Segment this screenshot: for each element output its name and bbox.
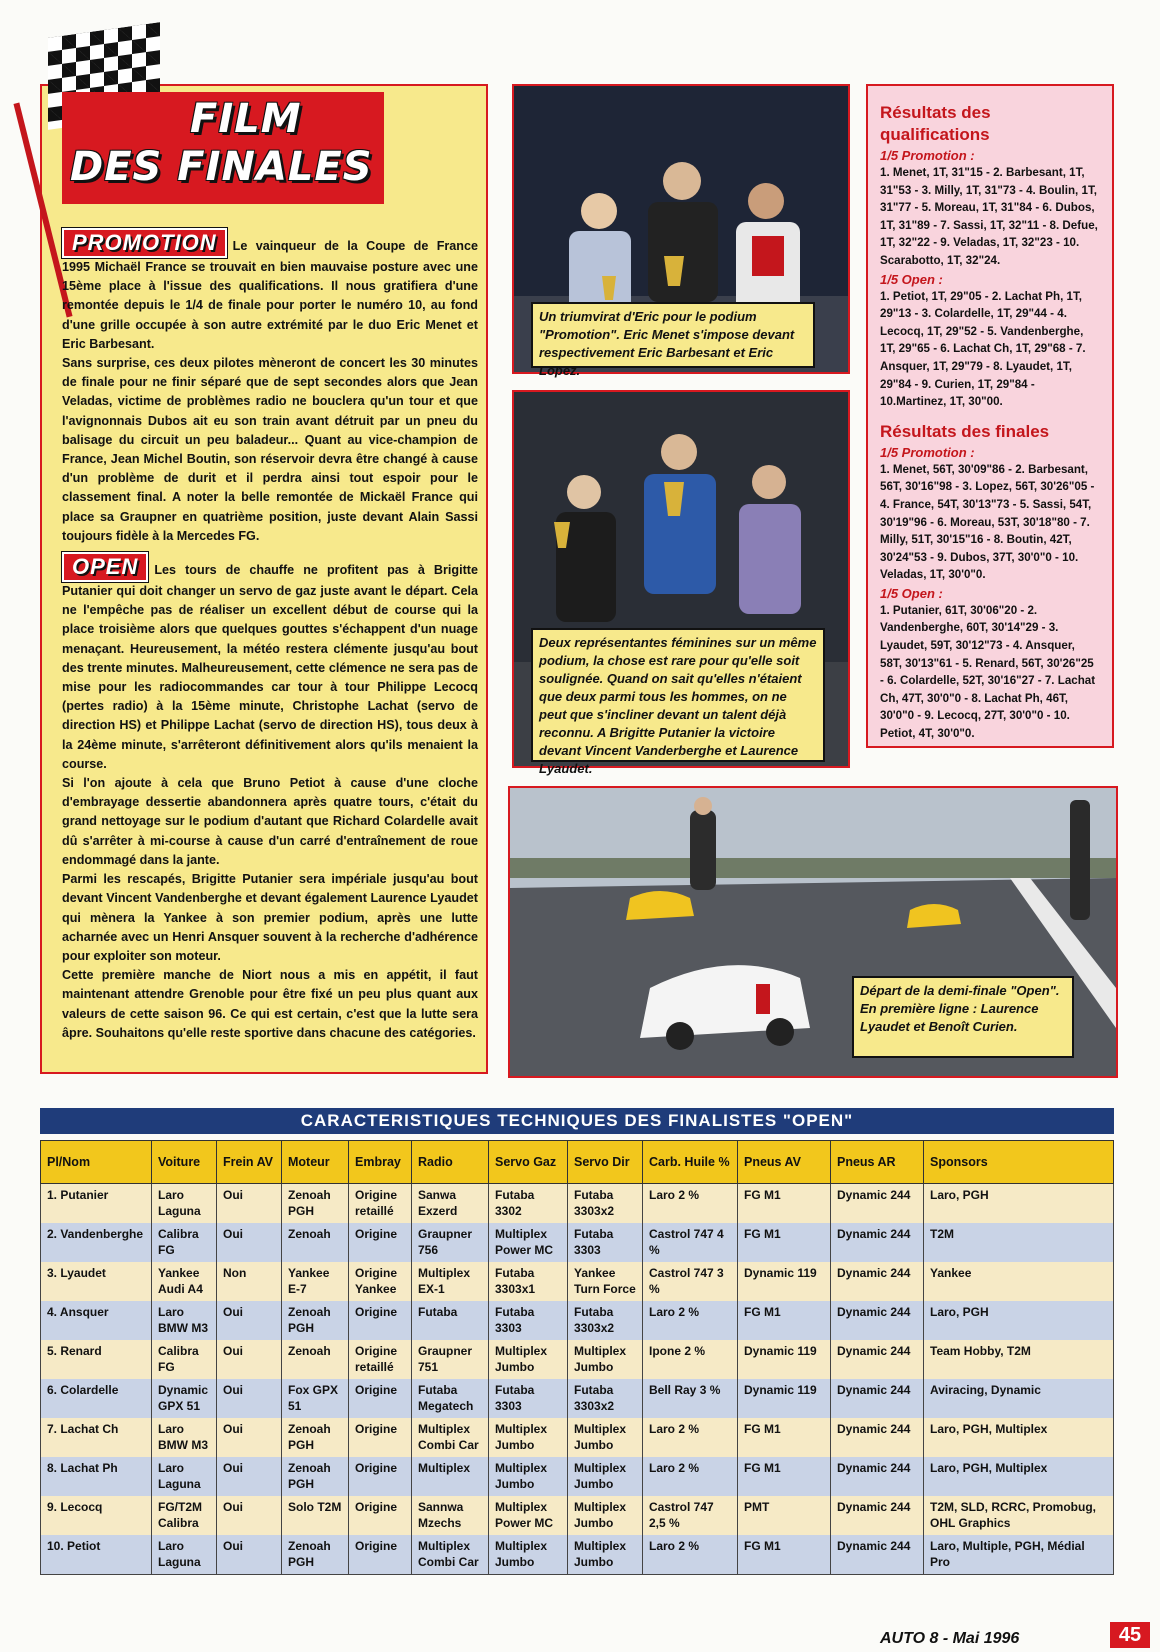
table-cell: Laro, PGH [924,1184,1114,1224]
table-cell: Dynamic 244 [831,1184,924,1224]
results-sidebar [866,84,1114,748]
col-header: Radio [412,1141,489,1184]
page-title [62,92,384,204]
table-cell: Laro, PGH, Multiplex [924,1418,1114,1457]
table-cell: Dynamic 244 [831,1379,924,1418]
table-cell: Dynamic 244 [831,1301,924,1340]
open-paragraph-4: Cette première manche de Niort nous a mis en appétit, il faut maintenant attendre Grenoble pour être fixé un peu plus quant aux valeurs de cette saison 96. Ce qui est certain, c'est que la lutte sera âpre. Souhaitons qu'elle reste sportive dans chacune des catégories. [62,968,478,1040]
table-cell: Laro 2 % [643,1418,738,1457]
table-row [41,1496,1114,1535]
table-cell: Multiplex Jumbo [568,1535,643,1575]
table-cell: Multiplex Jumbo [568,1418,643,1457]
table-cell: 9. Lecocq [41,1496,152,1535]
table-cell: Laro 2 % [643,1457,738,1496]
table-cell: 4. Ansquer [41,1301,152,1340]
table-cell: Zenoah PGH [282,1535,349,1575]
table-cell: Castrol 747 2,5 % [643,1496,738,1535]
table-cell: Zenoah PGH [282,1457,349,1496]
table-cell: 2. Vandenberghe [41,1223,152,1262]
table-cell: Futaba Megatech [412,1379,489,1418]
table-cell: Calibra FG [152,1340,217,1379]
table-cell: Multiplex Jumbo [568,1457,643,1496]
table-cell: Origine [349,1379,412,1418]
open-paragraph-1: OPEN Les tours de chauffe ne profitent pas à Brigitte Putanier qui doit changer un servo de gaz juste avant le départ. Cela ne l'empêche pas de réaliser un excellent début de course qui la place troisième alors que quelques gouttes s'échappent d'un nuage menaçant. Heureusement, la météo restera clémente jusqu'au bout des trente minutes. Malheureusement, cette clémence ne sera pas de mise pour les radiocommandes car tour à tour Philippe Lecocq (pertes radio) à la 15ème minute, Christophe Lachat (servo de direction HS) et Philippe Lachat (servo de direction HS), tous deux à la 24ème minute, s'arrêteront définitivement alors qu'ils menaient la course. [62,554,478,771]
table-cell: Dynamic 244 [831,1340,924,1379]
promotion-paragraph-2: Sans surprise, ces deux pilotes mèneront de concert les 30 minutes de finale pour ne finir séparé que de sept secondes alors que Jean Veladas, victime de problèmes radio ne bouclera qu'un tour et que l'avignonnais Dubos ait eu son train avant détruit par un pneu du balisage du circuit un peu baladeur... Quant au vice-champion de France, Jean Michel Boutin, son réservoir devra être changé à cause d'un problème de durit et il perdra ainsi tout espoir pour le classement final. A noter la belle remontée de Mickaël France qui place sa Graupner en quatrième position, juste devant Alain Sassi toujours fidèle à la Mercedes FG. [62,356,478,543]
table-cell: Multiplex Jumbo [568,1340,643,1379]
caption-photo-3: Départ de la demi-finale "Open". En première ligne : Laurence Lyaudet et Benoît Curien. [852,976,1074,1058]
table-cell: Dynamic 119 [738,1262,831,1301]
specs-table [40,1140,1114,1575]
table-cell: Laro Laguna [152,1457,217,1496]
table-row [41,1457,1114,1496]
table-cell: Futaba 3302 [489,1184,568,1224]
table-cell: Dynamic 119 [738,1379,831,1418]
caption-photo-2: Deux représentantes féminines sur un même podium, la chose est rare pour qu'elle soit soulignée. Quand on sait qu'elles n'étaient que deux parmi tous les hommes, on ne peut que s'incliner devant un talent déjà reconnu. A Brigitte Putanier la victoire devant Vincent Vanderberghe et Laurence Lyaudet. [531,628,825,762]
table-cell: Oui [217,1340,282,1379]
table-cell: Sannwa Mzechs [412,1496,489,1535]
table-cell: Origine retaillé [349,1340,412,1379]
table-cell: Oui [217,1496,282,1535]
qual-promotion-results: 1. Menet, 1T, 31"15 - 2. Barbesant, 1T, 31"53 - 3. Milly, 1T, 31"73 - 4. Boulin, 1T, 31"77 - 5. Moreau, 1T, 31"84 - 6. Dubos, 1T, 31"89 - 7. Sassi, 1T, 32"11 - 8. Defue, 1T, 32"22 - 9. Veladas, 1T, 32"23 - 10. Scarabotto, 1T, 32"24. [880,166,1098,267]
table-cell: Origine retaillé [349,1184,412,1224]
table-cell: FG M1 [738,1457,831,1496]
table-cell: Zenoah [282,1223,349,1262]
table-cell: Laro, PGH, Multiplex [924,1457,1114,1496]
table-cell: Dynamic 119 [738,1340,831,1379]
table-cell: Yankee Audi A4 [152,1262,217,1301]
col-header: Moteur [282,1141,349,1184]
table-cell: 8. Lachat Ph [41,1457,152,1496]
table-cell: Castrol 747 4 % [643,1223,738,1262]
table-cell: Multiplex EX-1 [412,1262,489,1301]
table-row [41,1262,1114,1301]
col-header: Carb. Huile % [643,1141,738,1184]
table-cell: Zenoah PGH [282,1418,349,1457]
magazine-issue: AUTO 8 - Mai 1996 [880,1630,1020,1647]
finals-heading: Résultats des finales [880,421,1050,441]
table-cell: Castrol 747 3 % [643,1262,738,1301]
table-cell: Oui [217,1535,282,1575]
fin-promotion-results: 1. Menet, 56T, 30'09"86 - 2. Barbesant, 56T, 30'16"98 - 3. Lopez, 56T, 30'26"05 - 4. France, 54T, 30'13"73 - 5. Sassi, 54T, 30'19"96 - 6. Moreau, 53T, 30'18"80 - 7. Milly, 51T, 30'15"16 - 8. Boutin, 42T, 30'24"53 - 9. Dubos, 37T, 30'0"0 - 10. Veladas, 1T, 30'0"0. [880,462,1095,582]
table-row [41,1301,1114,1340]
col-header: Frein AV [217,1141,282,1184]
table-cell: Laro 2 % [643,1184,738,1224]
table-cell: T2M, SLD, RCRC, Promobug, OHL Graphics [924,1496,1114,1535]
col-header: Pl/Nom [41,1141,152,1184]
table-cell: Calibra FG [152,1223,217,1262]
table-cell: Futaba 3303 [568,1223,643,1262]
table-cell: Non [217,1262,282,1301]
col-header: Sponsors [924,1141,1114,1184]
table-cell: Yankee [924,1262,1114,1301]
table-cell: Laro BMW M3 [152,1301,217,1340]
table-cell: Dynamic 244 [831,1496,924,1535]
table-cell: Multiplex [412,1457,489,1496]
table-cell: Origine [349,1418,412,1457]
table-cell: Multiplex Jumbo [568,1496,643,1535]
table-cell: Zenoah PGH [282,1301,349,1340]
table-cell: Bell Ray 3 % [643,1379,738,1418]
table-cell: Origine [349,1301,412,1340]
qual-open-label: 1/5 Open : [880,271,943,287]
table-cell: Ipone 2 % [643,1340,738,1379]
table-cell: Futaba [412,1301,489,1340]
fin-open-results: 1. Putanier, 61T, 30'06"20 - 2. Vandenberghe, 60T, 30'14"29 - 3. Lyaudet, 59T, 30'12"73 - 4. Ansquer, 58T, 30'13"61 - 5. Renard, 56T, 30'26"25 - 6. Colardelle, 52T, 30'16"27 - 7. Lachat Ch, 47T, 30'0"0 - 8. Lachat Ph, 46T, 30'0"0 - 9. Lecocq, 27T, 30'0"0 - 10. Petiot, 4T, 30'0"0. [880,603,1096,741]
col-header: Servo Gaz [489,1141,568,1184]
table-cell: Multiplex Jumbo [489,1340,568,1379]
table-cell: 5. Renard [41,1340,152,1379]
fin-open-label: 1/5 Open : [880,585,943,601]
table-cell: Multiplex Power MC [489,1496,568,1535]
table-cell: 1. Putanier [41,1184,152,1224]
table-cell: Dynamic 244 [831,1457,924,1496]
table-cell: Fox GPX 51 [282,1379,349,1418]
table-cell: Sanwa Exzerd [412,1184,489,1224]
table-cell: Futaba 3303x2 [568,1301,643,1340]
table-row [41,1535,1114,1575]
table-cell: Multiplex Jumbo [489,1418,568,1457]
caption-photo-1: Un triumvirat d'Eric pour le podium "Promotion". Eric Menet s'impose devant respectivement Eric Barbesant et Eric Lopez. [531,302,815,368]
table-cell: 7. Lachat Ch [41,1418,152,1457]
table-cell: Oui [217,1301,282,1340]
open-paragraph-2: Si l'on ajoute à cela que Bruno Petiot à cause d'une cloche d'embrayage dessertie abandonnera après quatre tours, c'était du grand nettoyage sur le podium d'autant que Richard Colardelle avait dû s'arrêter à mi-course à cause d'un carré d'entraînement de roue endommagé dans la jante. [62,776,478,867]
open-badge: OPEN [62,552,148,582]
table-cell: Yankee Turn Force [568,1262,643,1301]
qual-open-results: 1. Petiot, 1T, 29"05 - 2. Lachat Ph, 1T, 29"13 - 3. Colardelle, 1T, 29"44 - 4. Lecocq, 1T, 29"52 - 5. Vandenberghe, 1T, 29"65 - 6. Lachat Ch, 1T, 29"68 - 7. Ansquer, 1T, 29"79 - 8. Lyaudet, 1T, 29"84 - 9. Curien, 1T, 29"84 - 10.Martinez, 1T, 30"00. [880,289,1086,409]
title-line-1: FILM [190,96,302,142]
table-cell: Origine [349,1535,412,1575]
table-cell: T2M [924,1223,1114,1262]
table-cell: Laro 2 % [643,1535,738,1575]
page-number: 45 [1110,1622,1150,1648]
table-cell: FG/T2M Calibra [152,1496,217,1535]
table-cell: Oui [217,1223,282,1262]
table-cell: Laro 2 % [643,1301,738,1340]
table-cell: Futaba 3303x1 [489,1262,568,1301]
table-cell: PMT [738,1496,831,1535]
table-row [41,1418,1114,1457]
col-header: Voiture [152,1141,217,1184]
table-cell: Futaba 3303 [489,1379,568,1418]
table-cell: Origine [349,1496,412,1535]
table-cell: 6. Colardelle [41,1379,152,1418]
col-header: Servo Dir [568,1141,643,1184]
table-cell: Oui [217,1379,282,1418]
table-cell: 10. Petiot [41,1535,152,1575]
promotion-badge: PROMOTION [62,228,227,258]
table-cell: 3. Lyaudet [41,1262,152,1301]
table-cell: Solo T2M [282,1496,349,1535]
table-cell: Dynamic 244 [831,1223,924,1262]
table-cell: FG M1 [738,1301,831,1340]
table-cell: Origine [349,1457,412,1496]
table-title: CARACTERISTIQUES TECHNIQUES DES FINALISTES "OPEN" [40,1108,1114,1134]
table-cell: Dynamic GPX 51 [152,1379,217,1418]
table-cell: Origine [349,1223,412,1262]
table-cell: Multiplex Combi Car [412,1418,489,1457]
table-cell: Graupner 756 [412,1223,489,1262]
col-header: Pneus AR [831,1141,924,1184]
table-cell: Futaba 3303x2 [568,1184,643,1224]
table-cell: Futaba 3303x2 [568,1379,643,1418]
table-cell: Zenoah PGH [282,1184,349,1224]
qualifications-heading: Résultats des qualifications [880,103,991,144]
table-cell: Laro Laguna [152,1535,217,1575]
col-header: Embray [349,1141,412,1184]
table-row [41,1379,1114,1418]
open-paragraph-3: Parmi les rescapés, Brigitte Putanier sera impériale jusqu'au bout devant Vincent Vandenberghe et devant également Laurence Lyaudet qui mènera la Yankee à son premier podium, après une lutte acharnée avec un Henri Ansquer souvent à la recherche d'adhérence pour exploiter son moteur. [62,872,478,963]
table-cell: Yankee E-7 [282,1262,349,1301]
table-cell: Origine Yankee [349,1262,412,1301]
table-cell: Multiplex Power MC [489,1223,568,1262]
table-header-row [41,1141,1114,1184]
table-cell: Team Hobby, T2M [924,1340,1114,1379]
article-body [62,228,478,1043]
promotion-paragraph-1: PROMOTION Le vainqueur de la Coupe de France 1995 Michaël France se trouvait en bien mauvaise posture avec une 15ème place à l'issue des qualifications. Il nous gratifiera d'une remontée depuis le 1/4 de finale pour porter le numéro 10, au fond d'une grille occupée à son autre extrémité par le duo Eric Menet et Eric Barbesant. [62,230,478,351]
table-cell: Multiplex Jumbo [489,1457,568,1496]
table-cell: Oui [217,1184,282,1224]
table-cell: Laro BMW M3 [152,1418,217,1457]
title-line-2: DES FINALES [70,144,373,190]
col-header: Pneus AV [738,1141,831,1184]
table-cell: Oui [217,1418,282,1457]
table-cell: Aviracing, Dynamic [924,1379,1114,1418]
table-cell: FG M1 [738,1418,831,1457]
table-cell: Laro, Multiple, PGH, Médial Pro [924,1535,1114,1575]
table-cell: Laro Laguna [152,1184,217,1224]
table-row [41,1184,1114,1224]
qual-promotion-label: 1/5 Promotion : [880,148,975,163]
table-cell: Futaba 3303 [489,1301,568,1340]
table-cell: FG M1 [738,1535,831,1575]
table-cell: Dynamic 244 [831,1262,924,1301]
table-cell: Multiplex Combi Car [412,1535,489,1575]
table-cell: Dynamic 244 [831,1418,924,1457]
table-cell: Multiplex Jumbo [489,1535,568,1575]
table-cell: Oui [217,1457,282,1496]
table-cell: Zenoah [282,1340,349,1379]
table-cell: FG M1 [738,1184,831,1224]
table-cell: Dynamic 244 [831,1535,924,1575]
table-cell: FG M1 [738,1223,831,1262]
table-cell: Graupner 751 [412,1340,489,1379]
table-cell: Laro, PGH [924,1301,1114,1340]
table-row [41,1340,1114,1379]
fin-promotion-label: 1/5 Promotion : [880,444,975,460]
table-row [41,1223,1114,1262]
